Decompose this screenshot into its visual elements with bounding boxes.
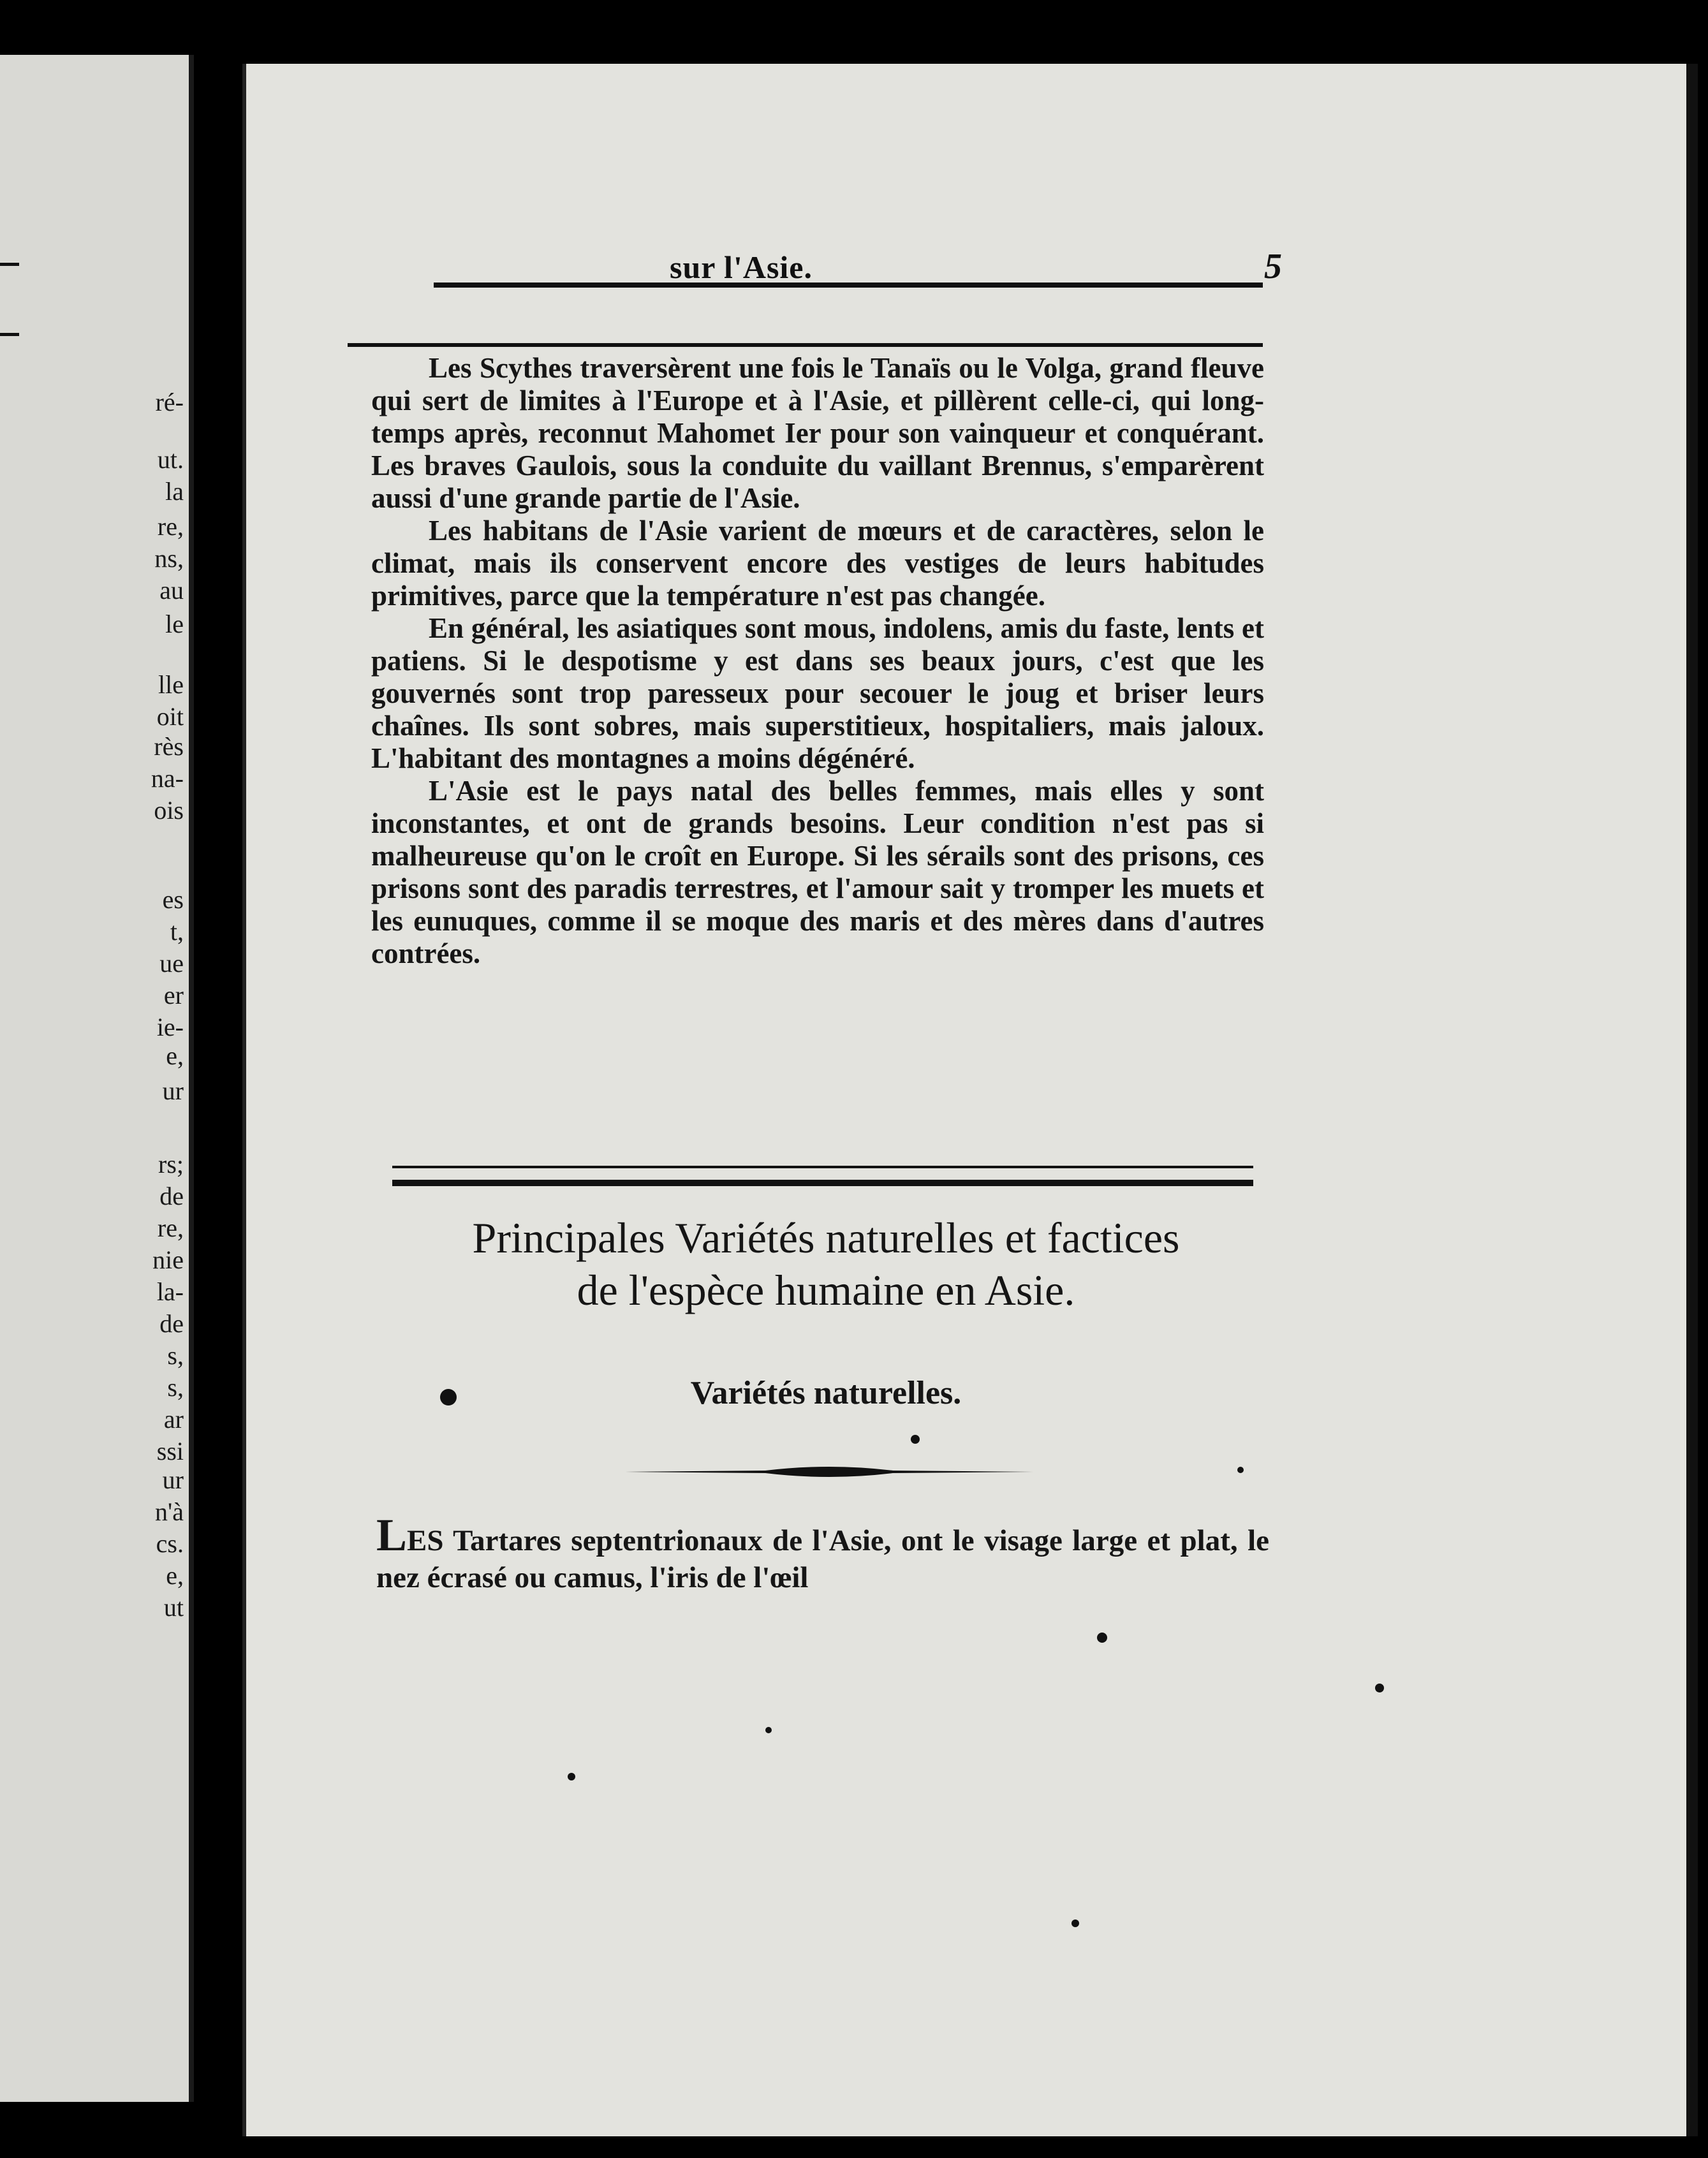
- left-page-fragment: ar: [163, 1405, 184, 1434]
- ornamental-rule: [625, 1460, 1033, 1483]
- ink-speck: [1071, 1919, 1079, 1927]
- section-title: [383, 1212, 1269, 1316]
- ink-speck: [568, 1773, 575, 1780]
- left-page-fragment: e,: [166, 1561, 184, 1590]
- left-page-fragment: ut.: [157, 445, 184, 474]
- left-page-fragment: es: [162, 885, 184, 914]
- left-page-fragment: s,: [167, 1341, 184, 1370]
- left-page-fragment: er: [163, 981, 184, 1009]
- ink-speck: [1097, 1633, 1107, 1643]
- left-page-fragment: cs.: [156, 1529, 184, 1558]
- left-page-fragment: ns,: [154, 544, 184, 573]
- left-page-fragment: rès: [154, 732, 184, 761]
- body-text: [371, 352, 1264, 970]
- left-page-fragment: ie-: [156, 1013, 184, 1041]
- left-page-fragment: la: [165, 477, 184, 506]
- section-title-line: de l'espèce humaine en Asie.: [577, 1266, 1075, 1314]
- drop-cap: L: [376, 1509, 408, 1560]
- left-page-fragment: nie: [152, 1245, 184, 1274]
- section-title-line: Principales Variétés naturelles et factices: [472, 1214, 1180, 1262]
- running-head: [376, 249, 1282, 306]
- ink-speck: [440, 1389, 457, 1406]
- left-page-fragment: ur: [162, 1076, 184, 1105]
- left-page-fragment: t,: [170, 917, 184, 946]
- left-page-fragment: ois: [154, 796, 184, 825]
- left-page-fragment: e,: [166, 1041, 184, 1070]
- head-rule-bottom: [348, 343, 1263, 347]
- left-page-fragment: au: [159, 576, 184, 605]
- left-page-fragment: le: [165, 610, 184, 638]
- left-page-fragment: ssi: [156, 1437, 184, 1465]
- paragraph: Les habitans de l'Asie varient de mœurs et de caractères, selon le climat, mais ils conservent encore des vestiges de leurs habitudes primitives, parce que la température n'est pas changée.: [371, 515, 1264, 612]
- ink-speck: [1375, 1684, 1384, 1692]
- left-page-fragment: ut: [163, 1593, 184, 1622]
- opening-line: ES Tartares septentrionaux de l'Asie, ont le visage large et plat, le nez écrasé ou camus, l'iris de l'œil: [376, 1524, 1269, 1594]
- left-page-fragment: s,: [167, 1373, 184, 1402]
- left-page-dash: [0, 263, 19, 266]
- ink-speck: [911, 1435, 920, 1444]
- running-title: sur l'Asie.: [670, 249, 813, 285]
- left-page-fragment: n'à: [155, 1497, 184, 1526]
- left-page-dash: [0, 333, 19, 336]
- left-page-fragment: ue: [159, 949, 184, 978]
- left-page-fragment: de: [159, 1309, 184, 1338]
- ink-speck: [765, 1727, 772, 1733]
- left-page-fragment: ur: [162, 1465, 184, 1494]
- section-subtitle: Variétés naturelles.: [690, 1375, 962, 1411]
- section-rule-top: [392, 1166, 1253, 1168]
- paragraph: En général, les asiatiques sont mous, indolens, amis du faste, lents et patiens. Si le despotisme y est dans ses beaux jours, c'est que les gouvernés sont trop paresseux pour secouer le joug et briser leurs chaînes. Ils sont sobres, mais superstitieux, hospitaliers, mais jaloux. L'habitant des montagnes a moins dégénéré.: [371, 612, 1264, 774]
- opening-text: [376, 1509, 1269, 1596]
- left-page-fragment: de: [159, 1182, 184, 1210]
- left-page-fragment: oit: [156, 702, 184, 731]
- left-page-fragment: rs;: [158, 1150, 184, 1178]
- paragraph: Les Scythes traversèrent une fois le Tanaïs ou le Volga, grand fleuve qui sert de limites à l'Europe et à l'Asie, et pillèrent celle-ci, qui long-temps après, reconnut Mahomet Ier pour son vainqueur et conquérant. Les braves Gaulois, sous la conduite du vaillant Brennus, s'emparèrent aussi d'une grande partie de l'Asie.: [371, 352, 1264, 514]
- left-page-fragment: ré-: [155, 388, 184, 416]
- left-page-fragment: na-: [151, 764, 184, 793]
- left-facing-page: [0, 55, 194, 2102]
- ink-speck: [1237, 1467, 1244, 1473]
- page-number: 5: [1264, 247, 1282, 286]
- paragraph: L'Asie est le pays natal des belles femmes, mais elles y sont inconstantes, et ont de grands besoins. Leur condition n'est pas si malheureuse qu'on le croît en Europe. Si les sérails sont des prisons, ces prisons sont des paradis terrestres, et l'amour sait y tromper les muets et les eunuques, comme il se moque des maris et des mères dans d'autres contrées.: [371, 775, 1264, 969]
- left-page-fragment: la-: [156, 1277, 184, 1306]
- section-rule-bottom: [392, 1180, 1253, 1186]
- left-page-fragment: lle: [158, 670, 184, 699]
- left-page-fragment: re,: [157, 1214, 184, 1242]
- left-page-fragment: re,: [157, 512, 184, 541]
